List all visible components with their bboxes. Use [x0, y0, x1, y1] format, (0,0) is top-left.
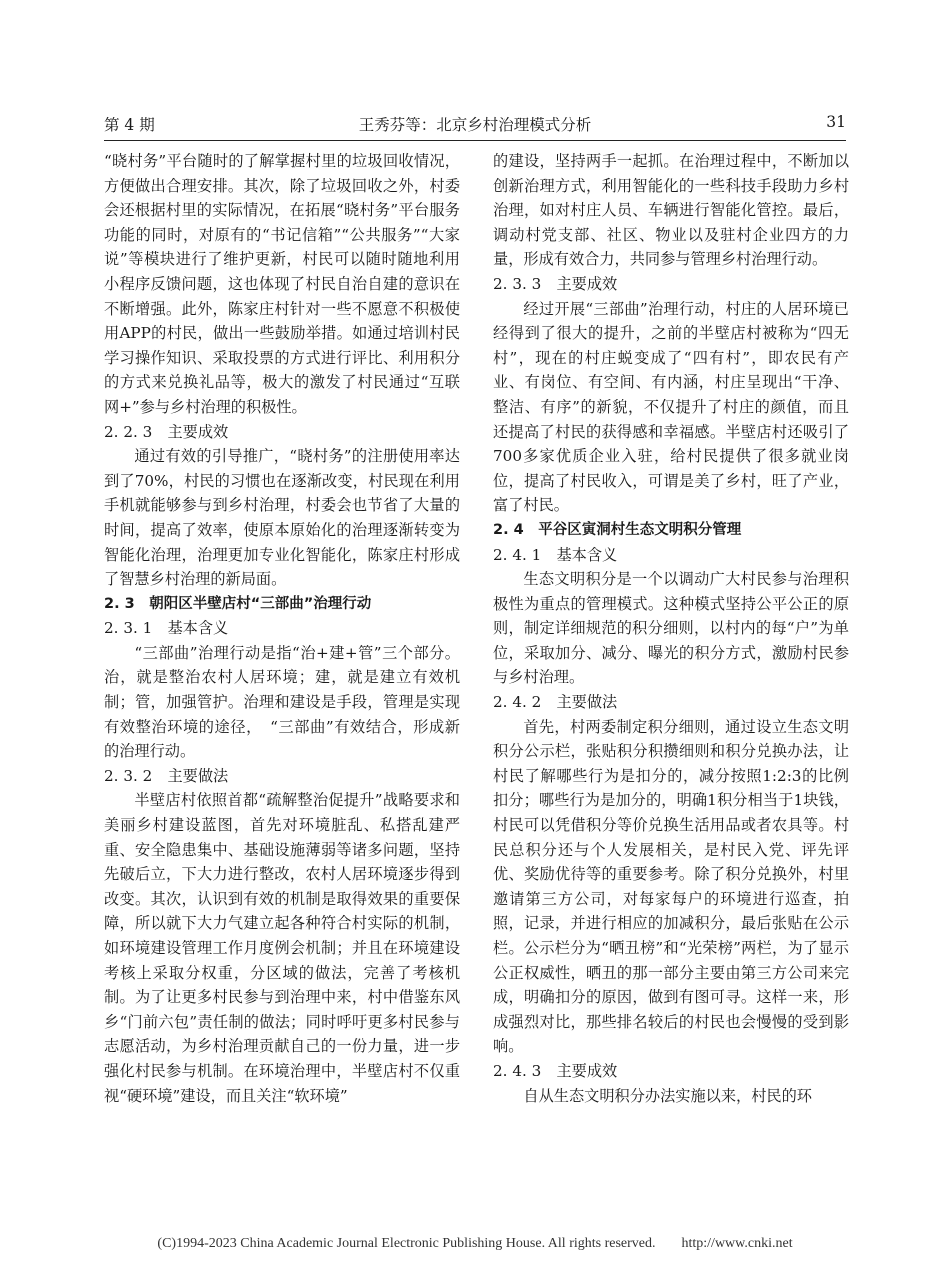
right-column — [493, 149, 849, 1108]
paragraph: 通过有效的引导推广，“晓村务”的注册使用率达到了70%，村民的习惯也在逐渐改变，村民现在利用手机就能够参与到乡村治理，村委会也节省了大量的时间，提高了效率，使原本原始化的治理逐渐转变为智能化治理，治理更加专业化智能化，陈家庄村形成了智慧乡村治理的新局面。 — [104, 447, 460, 589]
footer-url: http://www.cnki.net — [681, 1236, 793, 1251]
section-heading-2-3: 2. 3 朝阳区半壁店村“三部曲”治理行动 — [104, 595, 372, 612]
paragraph: 自从生态文明积分办法实施以来，村民的环 — [523, 1086, 812, 1105]
page-footer — [0, 1236, 950, 1252]
copyright-notice: (C)1994-2023 China Academic Journal Electronic Publishing House. All rights reserved. — [157, 1236, 656, 1251]
left-column — [104, 149, 460, 1108]
paragraph: 半壁店村依照首都“疏解整治促提升”战略要求和美丽乡村建设蓝图，首先对环境脏乱、私搭乱建严重、安全隐患集中、基础设施薄弱等诸多问题，坚持先破后立，下大力进行整改，农村人居环境逐步得到改变。其次，认识到有效的机制是取得效果的重要保障，所以就下大力气建立起各种符合村实际的机制，如环境建设管理工作月度例会机制；并且在环境建设考核上采取分权重，分区域的做法，完善了考核机制。为了让更多村民参与到治理中来，村中借鉴东风乡“门前六包”责任制的做法；同时呼吁更多村民参与志愿活动，为乡村治理贡献自己的一份力量，进一步强化村民参与机制。在环境治理中，半壁店村不仅重视“硬环境”建设，而且关注“软环境” — [104, 791, 460, 1105]
paragraph: 生态文明积分是一个以调动广大村民参与治理积极性为重点的管理模式。这种模式坚持公平公正的原则，制定详细规范的积分细则，以村内的每“户”为单位，采取加分、减分、曝光的积分方式，激励村民参与乡村治理。 — [493, 570, 849, 687]
issue-number: 第 4 期 — [104, 116, 155, 134]
subsection-heading-2-3-3: 2. 3. 3 主要成效 — [493, 274, 618, 293]
subsection-heading-2-4-1: 2. 4. 1 基本含义 — [493, 545, 618, 564]
paragraph: 经过开展“三部曲”治理行动，村庄的人居环境已经得到了很大的提升，之前的半壁店村被称为“四无村”，现在的村庄蜕变成了“四有村”，即农民有产业、有岗位、有空间、有内涵，村庄呈现出“干净、整洁、有序”的新貌，不仅提升了村庄的颜值，而且还提高了村民的获得感和幸福感。半壁店村还吸引了700多家优质企业入驻，给村民提供了很多就业岗位，提高了村民收入，可谓是美了乡村，旺了产业，富了村民。 — [493, 299, 849, 515]
page-number: 31 — [826, 113, 846, 131]
subsection-heading-2-3-1: 2. 3. 1 基本含义 — [104, 619, 229, 638]
paragraph: 首先，村两委制定积分细则，通过设立生态文明积分公示栏，张贴积分积攒细则和积分兑换办法，让村民了解哪些行为是扣分的，减分按照1:2:3的比例扣分；哪些行为是加分的，明确1积分相当于1块钱，村民可以凭借积分等价兑换生活用品或者农具等。村民总积分还与个人发展相关，是村民入党、评先评优、奖励优待等的重要参考。除了积分兑换外，村里邀请第三方公司，对每家每户的环境进行巡查，拍照，记录，并进行相应的加减积分，最后张贴在公示栏。公示栏分为“晒丑榜”和“光荣榜”两栏，为了显示公正权威性，晒丑的那一部分主要由第三方公司来完成，明确扣分的原因，做到有图可寻。这样一来，形成强烈对比，那些排名较后的村民也会慢慢的受到影响。 — [493, 717, 849, 1056]
subsection-heading-2-4-3: 2. 4. 3 主要成效 — [493, 1061, 618, 1080]
running-title: 王秀芬等：北京乡村治理模式分析 — [358, 116, 592, 134]
paragraph: “三部曲”治理行动是指“治+建+管”三个部分。治，就是整治农村人居环境；建，就是建立有效机制；管，加强管护。治理和建设是手段，管理是实现有效整治环境的途径， “三部曲”有效结合，形成新的治理行动。 — [104, 643, 460, 761]
subsection-heading-2-4-2: 2. 4. 2 主要做法 — [493, 693, 618, 712]
paragraph: “晓村务”平台随时的了解掌握村里的垃圾回收情况，方便做出合理安排。其次，除了垃圾回收之外，村委会还根据村里的实际情况，在拓展“晓村务”平台服务功能的同时，对原有的“书记信箱”“公共服务”“大家说”等模块进行了维护更新，村民可以随时随地利用小程序反馈问题，这也体现了村民自治自建的意识在不断增强。此外，陈家庄村针对一些不愿意不积极使用APP的村民，做出一些鼓励举措。如通过培训村民学习操作知识、采取投票的方式进行评比、利用积分的方式来兑换礼品等，极大的激发了村民通过“互联网+”参与乡村治理的积极性。 — [104, 152, 460, 416]
section-heading-2-4: 2. 4 平谷区寅洞村生态文明积分管理 — [493, 521, 742, 538]
subsection-heading-2-2-3: 2. 2. 3 主要成效 — [104, 422, 229, 441]
paragraph: 的建设，坚持两手一起抓。在治理过程中，不断加以创新治理方式，利用智能化的一些科技手段助力乡村治理，如对村庄人员、车辆进行智能化管控。最后，调动村党支部、社区、物业以及驻村企业四方的力量，形成有效合力，共同参与管理乡村治理行动。 — [493, 152, 849, 269]
header-rule — [104, 140, 846, 141]
subsection-heading-2-3-2: 2. 3. 2 主要做法 — [104, 766, 229, 785]
page-header — [104, 113, 846, 139]
